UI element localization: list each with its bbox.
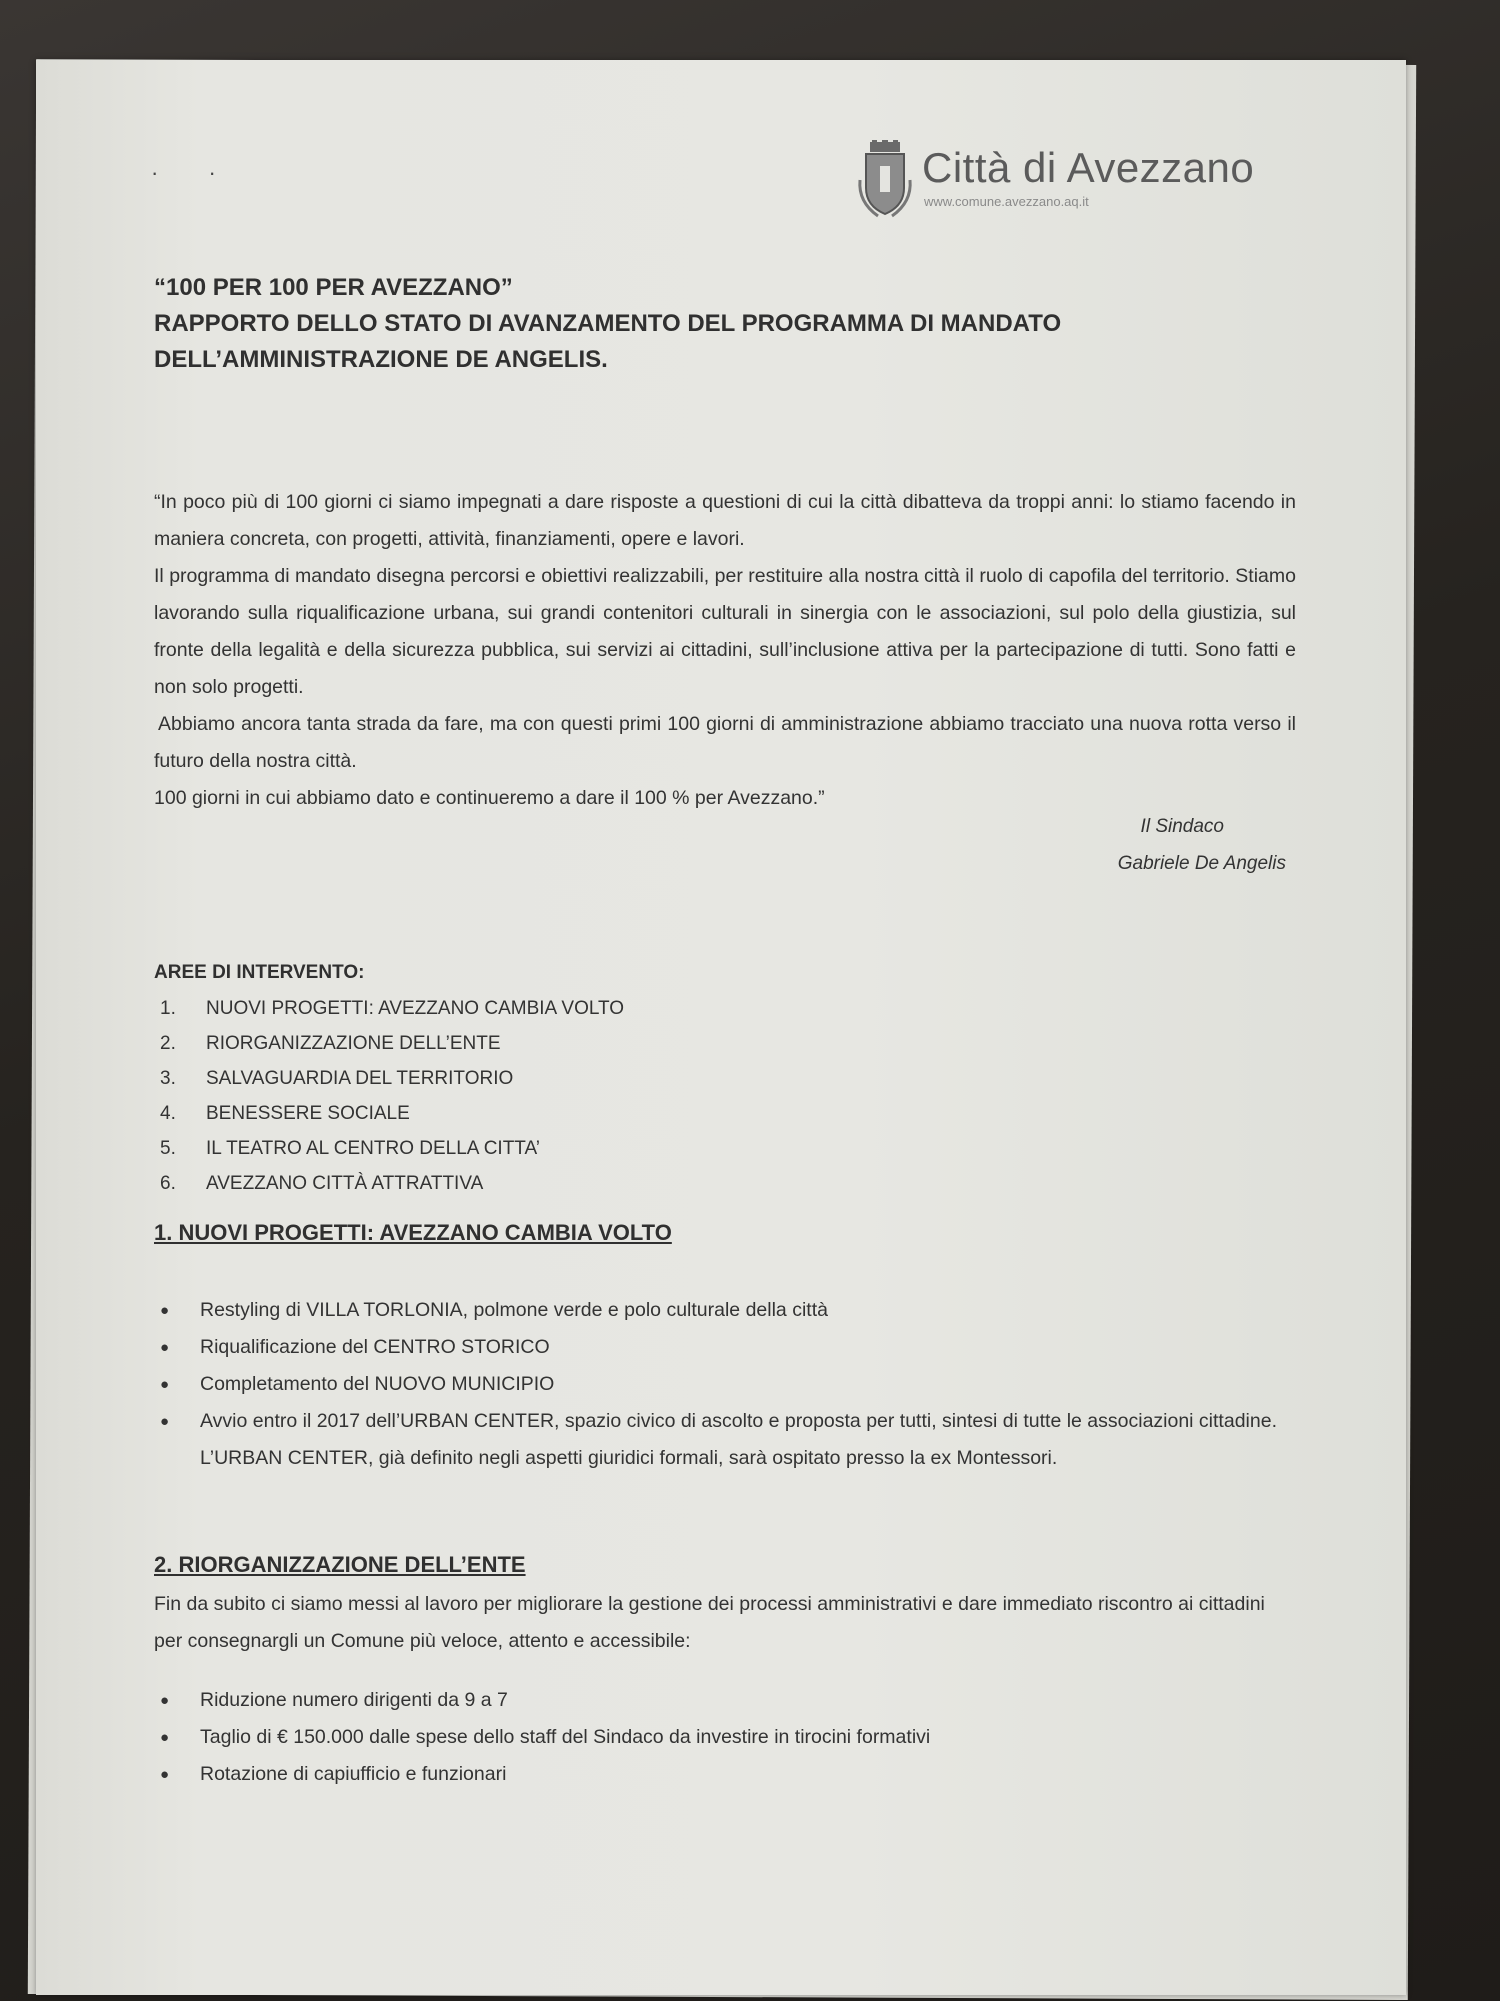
list-label: BENESSERE SOCIALE <box>206 1103 410 1124</box>
list-number: 3. <box>160 1068 176 1089</box>
coat-of-arms-icon <box>856 140 914 218</box>
signature-role: Il Sindaco <box>1140 816 1224 837</box>
section2-intro: Fin da subito ci siamo messi al lavoro per migliorare la gestione dei processi amministrativi e dare immediato riscontro ai cittadini per consegnargli un Comune più veloce, attento e accessibile: <box>154 1593 1265 1652</box>
list-item <box>154 1292 1304 1329</box>
document-page <box>36 60 1406 1995</box>
title-line: RAPPORTO DELLO STATO DI AVANZAMENTO DEL PROGRAMMA DI MANDATO <box>154 310 1062 337</box>
list-item <box>154 1682 1304 1719</box>
list-number: 2. <box>160 1033 176 1054</box>
list-item <box>154 1166 954 1201</box>
list-item <box>154 1756 1304 1793</box>
list-item <box>154 1329 1304 1366</box>
list-label: NUOVI PROGETTI: AVEZZANO CAMBIA VOLTO <box>206 998 625 1019</box>
bullet-dot-icon: ● <box>160 1766 170 1783</box>
bullet-dot-icon: ● <box>160 1376 170 1393</box>
areas-heading: AREE DI INTERVENTO: <box>154 962 365 983</box>
bullet-dot-icon: ● <box>160 1729 170 1746</box>
list-item <box>154 1096 954 1131</box>
list-item <box>154 991 954 1026</box>
signature-block <box>866 808 1286 882</box>
bullet-text: Riduzione numero dirigenti da 9 a 7 <box>200 1689 508 1711</box>
bullet-text: Avvio entro il 2017 dell’URBAN CENTER, spazio civico di ascolto e proposta per tutti, sintesi di tutte le associazioni cittadine. L’URBAN CENTER, già definito negli aspetti giuridici formali, sarà ospitato presso la ex Montessori. <box>200 1410 1277 1469</box>
list-label: AVEZZANO CITTÀ ATTRATTIVA <box>206 1173 484 1194</box>
areas-list <box>154 991 954 1201</box>
bullet-dot-icon: ● <box>160 1692 170 1709</box>
list-number: 5. <box>160 1138 176 1159</box>
brand-url: www.comune.avezzano.aq.it <box>924 194 1089 209</box>
document-title <box>154 270 1254 378</box>
section1-bullets <box>154 1292 1304 1477</box>
list-label: IL TEATRO AL CENTRO DELLA CITTA’ <box>206 1138 540 1159</box>
list-item <box>154 1403 1304 1477</box>
bullet-dot-icon: ● <box>160 1339 170 1356</box>
quote-paragraph: 100 giorni in cui abbiamo dato e continueremo a dare il 100 % per Avezzano.” <box>154 787 825 809</box>
list-item <box>154 1366 1304 1403</box>
list-number: 6. <box>160 1173 176 1194</box>
bullet-text: Completamento del NUOVO MUNICIPIO <box>200 1373 555 1395</box>
bullet-text: Restyling di VILLA TORLONIA, polmone verde e polo culturale della città <box>200 1299 828 1321</box>
list-item <box>154 1719 1304 1756</box>
list-label: SALVAGUARDIA DEL TERRITORIO <box>206 1068 514 1089</box>
brand-name: Città di Avezzano <box>922 144 1255 191</box>
quote-paragraph: Il programma di mandato disegna percorsi e obiettivi realizzabili, per restituire alla nostra città il ruolo di capofila del territorio. Stiamo lavorando sulla riqualificazione urbana, sui grandi contenitori culturali in sinergia con le associazioni, sul polo della giustizia, sul fronte della legalità e della sicurezza pubblica, sui servizi ai cittadini, sull’inclusione attiva per la partecipazione di tutti. Sono fatti e non solo progetti. <box>154 565 1296 698</box>
list-item <box>154 1061 954 1096</box>
bullet-text: Taglio di € 150.000 dalle spese dello staff del Sindaco da investire in tirocini formativi <box>200 1726 931 1748</box>
areas-of-intervention <box>154 955 954 1201</box>
bullet-text: Riqualificazione del CENTRO STORICO <box>200 1336 550 1358</box>
title-line: DELL’AMMINISTRAZIONE DE ANGELIS. <box>154 346 608 373</box>
quote-paragraph: Abbiamo ancora tanta strada da fare, ma con questi primi 100 giorni di amministrazione abbiamo tracciato una nuova rotta verso il futuro della nostra città. <box>154 713 1296 772</box>
mayor-quote <box>154 484 1296 817</box>
list-item <box>154 1026 954 1061</box>
letterhead <box>856 138 1326 248</box>
title-line: “100 PER 100 PER AVEZZANO” <box>154 274 513 301</box>
signature-name: Gabriele De Angelis <box>1117 853 1286 874</box>
bullet-text: Rotazione di capiufficio e funzionari <box>200 1763 507 1785</box>
list-item <box>154 1131 954 1166</box>
bullet-dot-icon: ● <box>160 1302 170 1319</box>
quote-paragraph: “In poco più di 100 giorni ci siamo impegnati a dare risposte a questioni di cui la città dibatteva da troppi anni: lo stiamo facendo in maniera concreta, con progetti, attività, finanziamenti, opere e lavori. <box>154 491 1296 550</box>
section-heading-reorganization: 2. RIORGANIZZAZIONE DELL’ENTE <box>154 1552 526 1577</box>
section2-bullets <box>154 1682 1304 1793</box>
list-number: 1. <box>160 998 176 1019</box>
list-label: RIORGANIZZAZIONE DELL’ENTE <box>206 1033 501 1054</box>
section-heading-new-projects: 1. NUOVI PROGETTI: AVEZZANO CAMBIA VOLTO <box>154 1220 672 1245</box>
list-number: 4. <box>160 1103 176 1124</box>
paper-specks: · · <box>151 160 238 185</box>
bullet-dot-icon: ● <box>160 1413 170 1430</box>
